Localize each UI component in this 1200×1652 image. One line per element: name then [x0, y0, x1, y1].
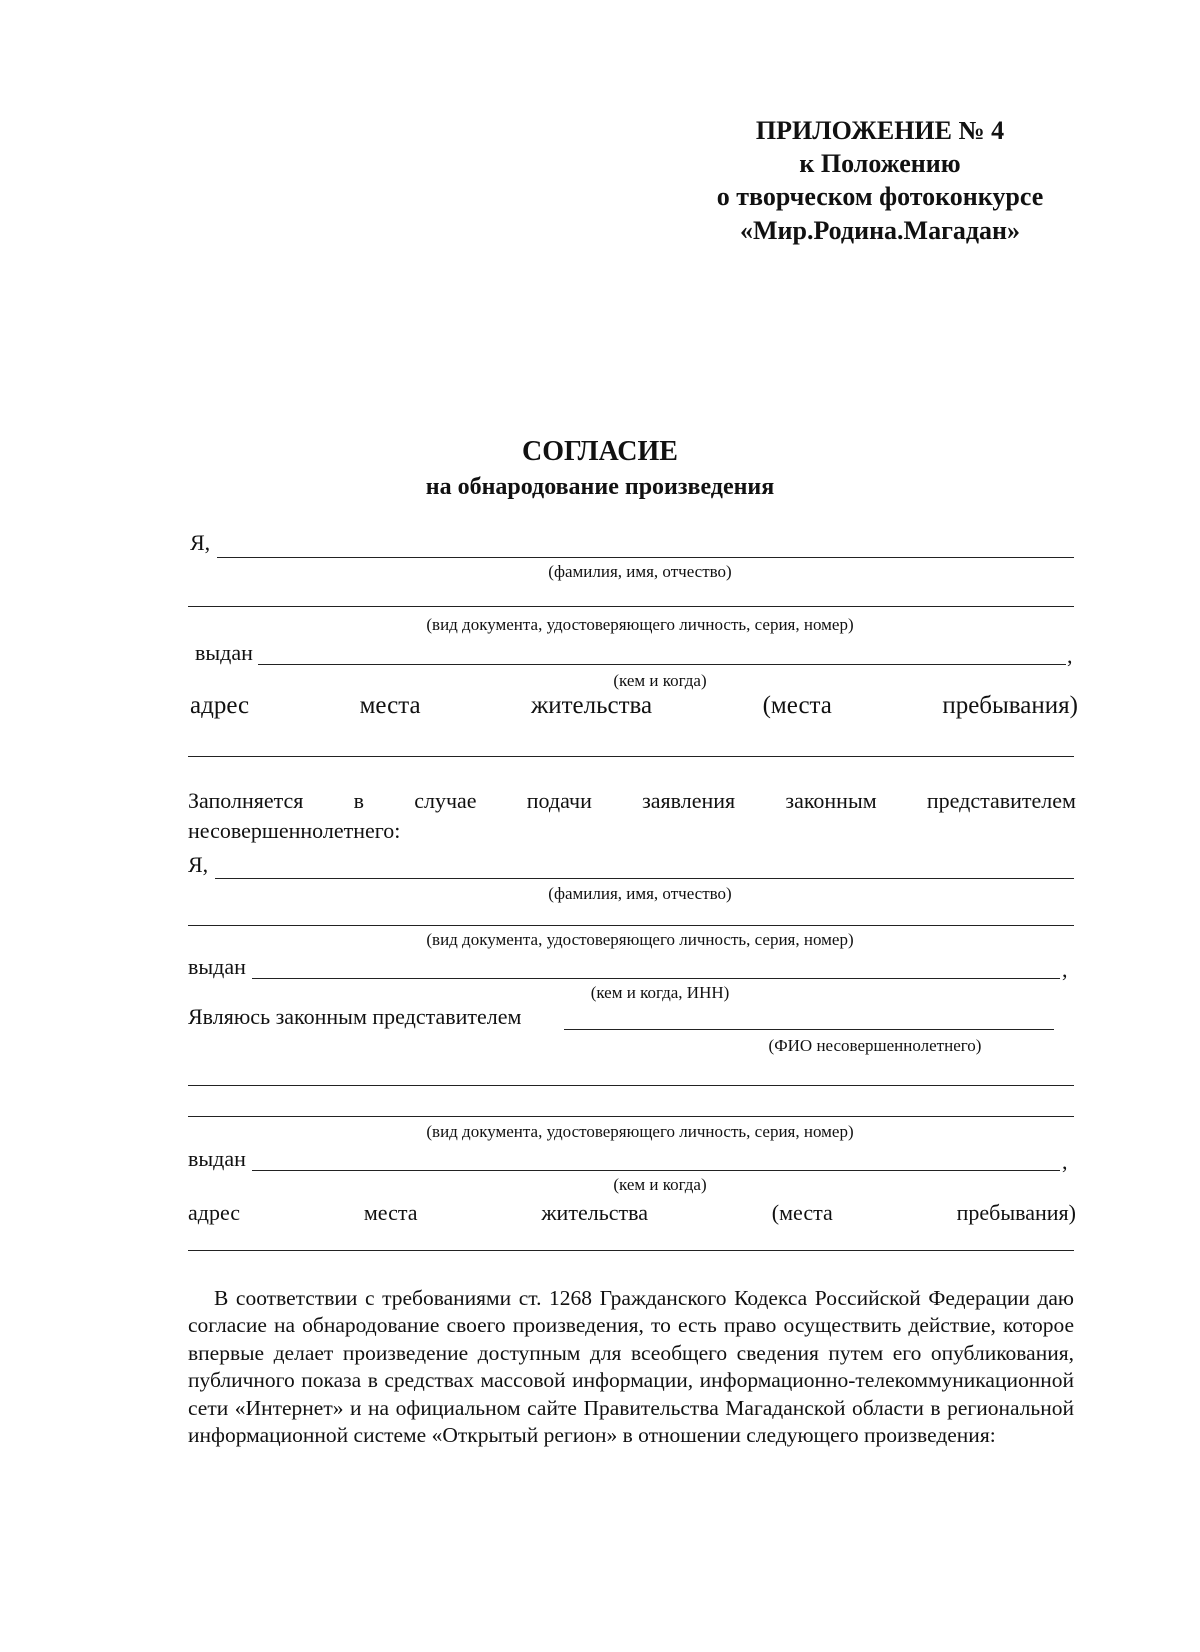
issued-comma-2: , — [1062, 957, 1068, 982]
address2-word-5: пребывания) — [956, 1200, 1076, 1225]
ya-label-2: Я, — [188, 852, 209, 877]
address-field-line[interactable] — [188, 756, 1074, 757]
minor-fio-caption: (ФИО несовершеннолетнего) — [768, 1036, 982, 1055]
address2-word-1: адрес — [188, 1200, 241, 1225]
issued-field-line-3[interactable] — [252, 1170, 1060, 1171]
id-document-field-line[interactable] — [188, 606, 1074, 607]
issued-field-line-2[interactable] — [252, 978, 1060, 979]
representative-note-line2: несовершеннолетнего: — [188, 818, 401, 843]
fio-field-line-2[interactable] — [215, 878, 1074, 879]
address2-word-4: (места — [771, 1200, 833, 1225]
address-word-4: (места — [762, 692, 832, 719]
address-row — [190, 692, 1078, 720]
id-document-caption-2: (вид документа, удостоверяющего личность, серия, номер) — [426, 930, 854, 949]
representative-label: Являюсь законным представителем — [188, 1004, 522, 1029]
issued-label-3: выдан — [188, 1146, 246, 1171]
issued-label: выдан — [195, 640, 253, 665]
issued-comma-3: , — [1062, 1149, 1068, 1174]
appendix-number: ПРИЛОЖЕНИЕ № 4 — [755, 116, 1005, 145]
address-word-1: адрес — [190, 692, 250, 719]
id-document-caption: (вид документа, удостоверяющего личность, серия, номер) — [426, 615, 854, 634]
consent-paragraph-text: В соответствии с требованиями ст. 1268 Гражданского Кодекса Российской Федерации даю согласие на обнародование своего произведения, то есть право осуществить действие, которое впервые делает произведение доступным для всеобщего сведения путем его опубликования, публичного показа в средствах массовой информации, информационно-телекоммуникационной сети «Интернет» и на официальном сайте Правительства Магаданской области в региональной информационной системе «Открытый регион» в отношении следующего произведения: — [188, 1286, 1074, 1448]
fio-caption: (фамилия, имя, отчество) — [548, 562, 732, 581]
id-document-field-line-3[interactable] — [188, 1116, 1074, 1117]
ya-label: Я, — [190, 530, 211, 555]
address2-word-2: места — [363, 1200, 418, 1225]
id-document-caption-3: (вид документа, удостоверяющего личность, серия, номер) — [426, 1122, 854, 1141]
address-word-2: места — [359, 692, 421, 719]
issued-caption: (кем и когда) — [613, 671, 707, 690]
issued-field-line[interactable] — [258, 664, 1066, 665]
issued-caption-3: (кем и когда) — [613, 1175, 707, 1194]
consent-paragraph — [188, 1285, 1074, 1449]
representative-note: Заполняется в случае подачи заявления законным представителем — [188, 788, 1076, 813]
minor-fio-field-line[interactable] — [564, 1029, 1054, 1030]
appendix-regulation: о творческом фотоконкурсе — [716, 182, 1044, 211]
fio-field-line[interactable] — [217, 557, 1074, 558]
address2-word-3: жительства — [541, 1200, 648, 1225]
appendix-reference: к Положению — [799, 149, 961, 178]
issued-label-2: выдан — [188, 954, 246, 979]
id-document-field-line-2[interactable] — [188, 925, 1074, 926]
document-subtitle: на обнародование произведения — [425, 474, 775, 500]
address-row-2 — [188, 1200, 1076, 1226]
address-field-line-2[interactable] — [188, 1250, 1074, 1251]
fio-caption-2: (фамилия, имя, отчество) — [548, 884, 732, 903]
address-word-5: пребывания) — [942, 692, 1078, 719]
minor-extra-field-line[interactable] — [188, 1085, 1074, 1086]
address-word-3: жительства — [530, 692, 653, 719]
document-title: СОГЛАСИЕ — [522, 436, 678, 467]
contest-name: «Мир.Родина.Магадан» — [739, 216, 1021, 245]
issued-comma: , — [1067, 643, 1073, 668]
issued-caption-2: (кем и когда, ИНН) — [590, 983, 730, 1002]
